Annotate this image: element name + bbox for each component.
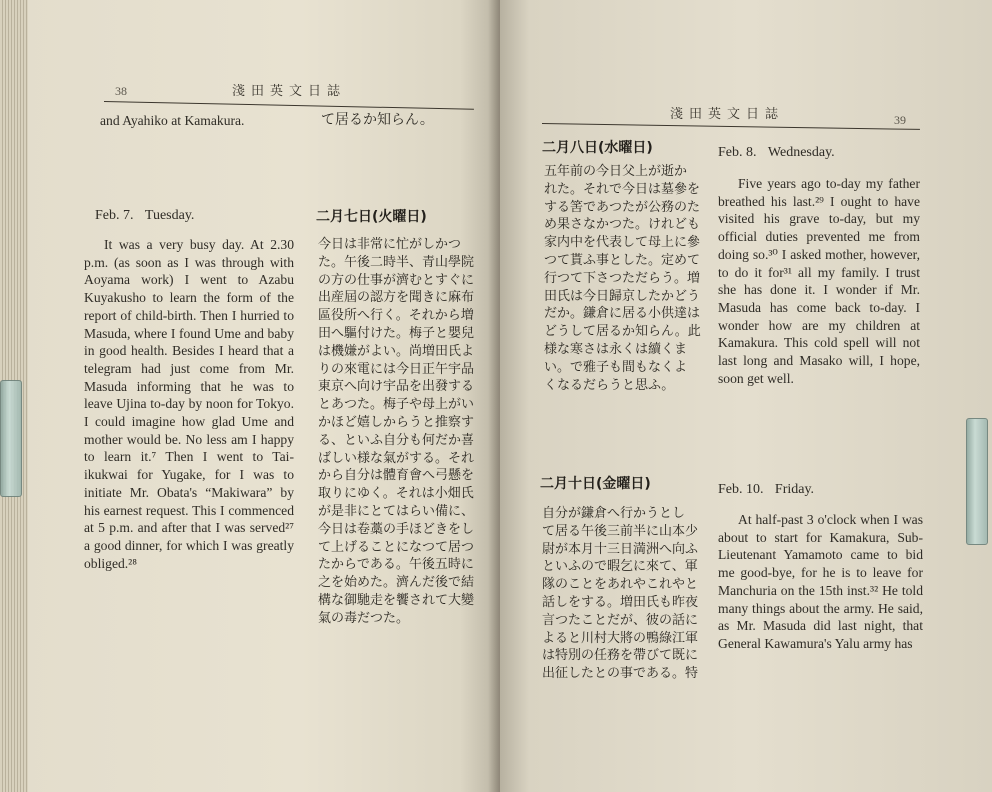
jp-line: 今日は非常に忙がしかつ	[318, 237, 462, 252]
running-head: 淺田英文日誌	[232, 84, 347, 99]
jp-line: 氣の毒だつた。	[318, 610, 410, 626]
jp-line: どうして居るか知らん。此	[544, 324, 701, 340]
page-number: 39	[894, 113, 906, 127]
jp-line: 田へ驅付けた。梅子と嬰兒	[318, 325, 475, 341]
jp-line: れた。それで今日は墓參を	[544, 181, 701, 197]
entry-body-en: It was a very busy day. At 2.30 p.m. (as soon as I was through with Aoyama work) I went to Azabu Kuyakusho to learn the form of the report of child-birth. Then I hurried to Masuda, where I found Ume and baby in good health. Besides I heard that a telegram had just come from Mr. Masuda informing that he was to leave Ujina to-day by noon for Tokyo. I could imagine how glad Ume and mother would be. No less am I happy to learn it.⁷ Then I went to Tai-ikukwai for Yugake, for I was to initiate Mr. Obata's “Makiwara” by his earnest request. This I commenced at 5 p.m. and after that I was served²⁷ a good dinner, for which I was greatly obliged.²⁸	[84, 237, 294, 571]
jp-line: 言つたことだが、彼の話に	[542, 612, 699, 628]
jp-line: 田氏は今日歸京したかどう	[544, 288, 701, 304]
carryover-japanese: て居るか知らん。	[321, 112, 434, 128]
jp-line: 尉が本月十三日満洲へ向ふ	[542, 541, 699, 557]
jp-line: 東京へ向け宇品を出發する	[318, 379, 475, 395]
jp-line: 様な寒さは永くは續くま	[544, 341, 688, 357]
jp-line: 話しをする。増田氏も昨夜	[542, 594, 699, 610]
jp-line: かほど嬉しからうと推察す	[318, 414, 475, 430]
jp-line: は機嫌がよい。尚増田氏よ	[318, 343, 475, 359]
entry-day: Tuesday.	[144, 208, 195, 223]
header-rule	[104, 101, 474, 110]
jp-line: の方の仕事が濟むとすぐに	[318, 272, 475, 288]
jp-line: い。で雅子も間もなくよ	[544, 359, 688, 375]
entry2-date-jp: 二月十日(金曜日)	[540, 476, 651, 492]
jp-line: め果さなかつた。けれども	[544, 217, 701, 233]
page-number: 38	[115, 84, 127, 98]
jp-line: 出産屆の認方を聞きに麻布	[318, 290, 475, 306]
jp-line: つて貰ふ事とした。定めて	[544, 252, 701, 268]
jp-line: 家内中を代表して母上に參	[544, 235, 701, 251]
running-head: 淺田英文日誌	[670, 107, 785, 122]
jp-line: 構な御馳走を饗されて大變	[318, 592, 475, 608]
jp-line: 今日は卷藁の手ほどきをし	[318, 521, 475, 537]
jp-line: 自分が鎌倉へ行かうとし	[542, 506, 686, 521]
entry-date-jp: 二月七日(火曜日)	[316, 209, 427, 225]
entry-heading-en	[95, 206, 305, 225]
jp-line: て居る午後三前半に山本少	[542, 523, 699, 539]
jp-line: た。午後二時半、青山學院	[318, 254, 475, 270]
jp-line: くなるだらうと思ふ。	[544, 377, 675, 393]
jp-line: ばしい様な氣がする。それ	[318, 450, 475, 466]
jp-line: 區役所へ行く。それから増	[318, 308, 474, 324]
jp-line: て上げることになつて居つ	[318, 539, 475, 555]
jp-line: から自分は體育會へ弓懸を	[318, 468, 475, 484]
jp-line: 出征したとの事である。特	[542, 666, 699, 682]
jp-line: 行つて下さつただらう。増	[544, 270, 701, 286]
jp-line: 之を始めた。濟んだ後で結	[318, 575, 475, 591]
entry1-body-jp	[544, 163, 709, 394]
page-clip	[0, 380, 22, 497]
right-page	[500, 0, 992, 792]
entry1-day: Wednesday.	[767, 145, 835, 160]
entry1-heading-en	[718, 143, 918, 162]
entry1-date-jp: 二月八日(水曜日)	[542, 140, 653, 156]
jp-line: とあつた。梅子や母上がい	[318, 397, 475, 413]
entry2-heading-en	[718, 480, 918, 499]
jp-line: 五年前の今日父上が逝か	[544, 164, 688, 179]
entry2-day: Friday.	[774, 482, 815, 497]
jp-line: 取りにゆく。それは小畑氏	[318, 486, 474, 502]
jp-line: だか。鎌倉に居る小供達は	[544, 306, 701, 322]
header-rule	[542, 123, 920, 130]
jp-line: よると川村大將の鴨綠江軍	[542, 630, 699, 646]
jp-line: が是非にとてはらい備に、	[318, 503, 475, 519]
jp-line: たからである。午後五時に	[318, 557, 474, 573]
jp-line: 隊のことをあれやこれやと	[542, 577, 699, 593]
entry2-date: Feb. 10.	[718, 482, 764, 497]
entry1-body-en: Five years ago to-day my father breathed his last.²⁹ I ought to have visited his grave to-day, but my official duties prevented me from doing so.³⁰ I asked mother, however, to do it for³¹ all my family. I trust she has done it. I wonder if Mr. Masuda has come back to-day. I wonder how are my children at Kamakura. This cold spell will not last long and Masako will, I hope, soon get well.	[718, 176, 920, 386]
entry1-date: Feb. 8.	[718, 145, 757, 160]
carryover-english: and Ayahiko at Kamakura.	[100, 113, 245, 128]
jp-line: りの來電には今日正午宇品	[318, 361, 475, 377]
page-clip	[966, 418, 988, 545]
entry-body-jp	[318, 236, 478, 628]
entry2-body-en: At half-past 3 o'clock when I was about to start for Kamakura, Sub-Lieutenant Yamamoto came to bid me good-bye, for he is to leave for Manchuria on the 15th inst.³² He told many things about the army. He said, as Mr. Masuda did last night, that General Kawamura's Yalu army has	[718, 512, 923, 651]
jp-line: る、といふ自分も何だか喜	[318, 432, 475, 448]
jp-line: といふので暇乞に來て、軍	[542, 559, 698, 575]
entry2-body-jp	[542, 505, 707, 683]
entry-date: Feb. 7.	[95, 208, 134, 223]
jp-line: する筈であつたが公務のた	[544, 199, 701, 215]
jp-line: は特別の任務を帶びて既に	[542, 648, 699, 664]
